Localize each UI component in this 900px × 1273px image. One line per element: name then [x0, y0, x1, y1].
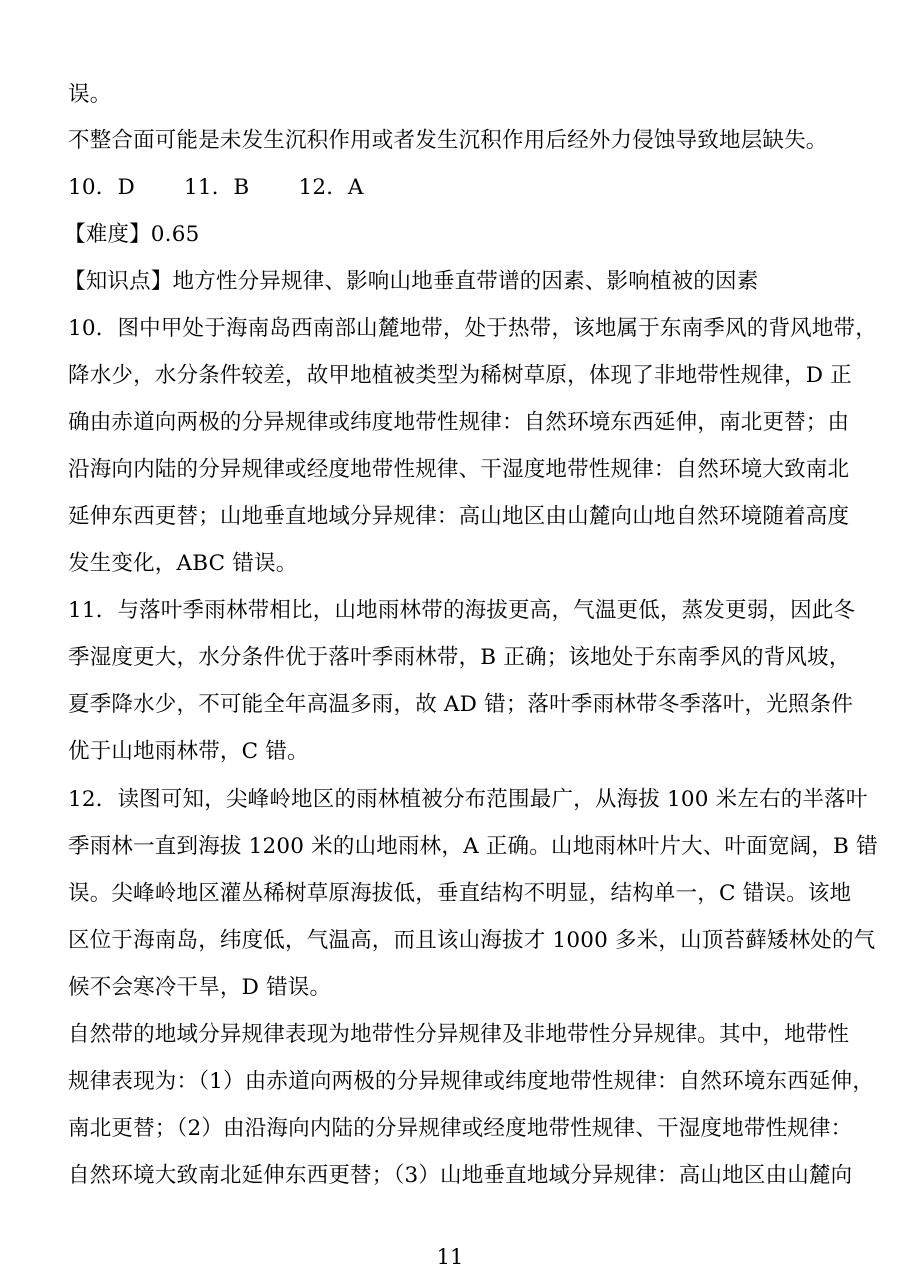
q10-line-4: 沿海向内陆的分异规律或经度地带性规律、干湿度地带性规律：自然环境大致南北: [68, 457, 850, 482]
text-line-1: 误。: [68, 82, 112, 107]
q12-line-4: 区位于海南岛，纬度低，气温高，而且该山海拔才 1000 多米，山顶苔藓矮林处的气: [68, 928, 876, 953]
q11-line-1: 11．与落叶季雨林带相比，山地雨林带的海拔更高，气温更低，蒸发更弱，因此冬: [68, 598, 856, 623]
q12-line-2: 季雨林一直到海拔 1200 米的山地雨林，A 正确。山地雨林叶片大、叶面宽阔，B 错: [68, 834, 878, 859]
q10-line-1: 10．图中甲处于海南岛西南部山麓地带，处于热带，该地属于东南季风的背风地带，: [68, 316, 877, 341]
text-line-2: 不整合面可能是未发生沉积作用或者发生沉积作用后经外力侵蚀导致地层缺失。: [68, 128, 828, 153]
q12-line-5: 候不会寒冷干旱，D 错误。: [68, 975, 332, 1000]
difficulty-label: 【难度】0.65: [64, 222, 200, 247]
page-number: 11: [436, 1245, 464, 1269]
q10-line-6: 发生变化，ABC 错误。: [68, 551, 298, 576]
q11-line-3: 夏季降水少，不可能全年高温多雨，故 AD 错；落叶季雨林带冬季落叶，光照条件: [68, 692, 854, 717]
summary-line-3: 南北更替；（2）由沿海向内陆的分异规律或经度地带性规律、干湿度地带性规律：: [68, 1116, 853, 1141]
q10-line-2: 降水少，水分条件较差，故甲地植被类型为稀树草原，体现了非地带性规律，D 正: [68, 363, 852, 388]
answer-12: 12．A: [298, 175, 364, 200]
q11-line-4: 优于山地雨林带，C 错。: [68, 739, 309, 764]
answer-10: 10．D: [68, 175, 135, 200]
q11-line-2: 季湿度更大，水分条件优于落叶季雨林带，B 正确；该地处于东南季风的背风坡，: [68, 645, 851, 670]
answer-11: 11．B: [183, 175, 250, 200]
q10-line-3: 确由赤道向两极的分异规律或纬度地带性规律：自然环境东西延伸，南北更替；由: [68, 410, 850, 435]
summary-line-2: 规律表现为：（1）由赤道向两极的分异规律或纬度地带性规律：自然环境东西延伸，: [68, 1069, 875, 1094]
summary-line-1: 自然带的地域分异规律表现为地带性分异规律及非地带性分异规律。其中，地带性: [68, 1022, 850, 1047]
summary-line-4: 自然环境大致南北延伸东西更替；（3）山地垂直地域分异规律：高山地区由山麓向: [68, 1163, 853, 1188]
q12-line-1: 12．读图可知，尖峰岭地区的雨林植被分布范围最广，从海拔 100 米左右的半落叶: [68, 787, 868, 812]
knowledge-points-label: 【知识点】地方性分异规律、影响山地垂直带谱的因素、影响植被的因素: [64, 269, 759, 294]
q12-line-3: 误。尖峰岭地区灌丛稀树草原海拔低，垂直结构不明显，结构单一，C 错误。该地: [68, 881, 852, 906]
answer-line: [68, 175, 406, 201]
q10-line-5: 延伸东西更替；山地垂直地域分异规律：高山地区由山麓向山地自然环境随着高度: [68, 504, 850, 529]
